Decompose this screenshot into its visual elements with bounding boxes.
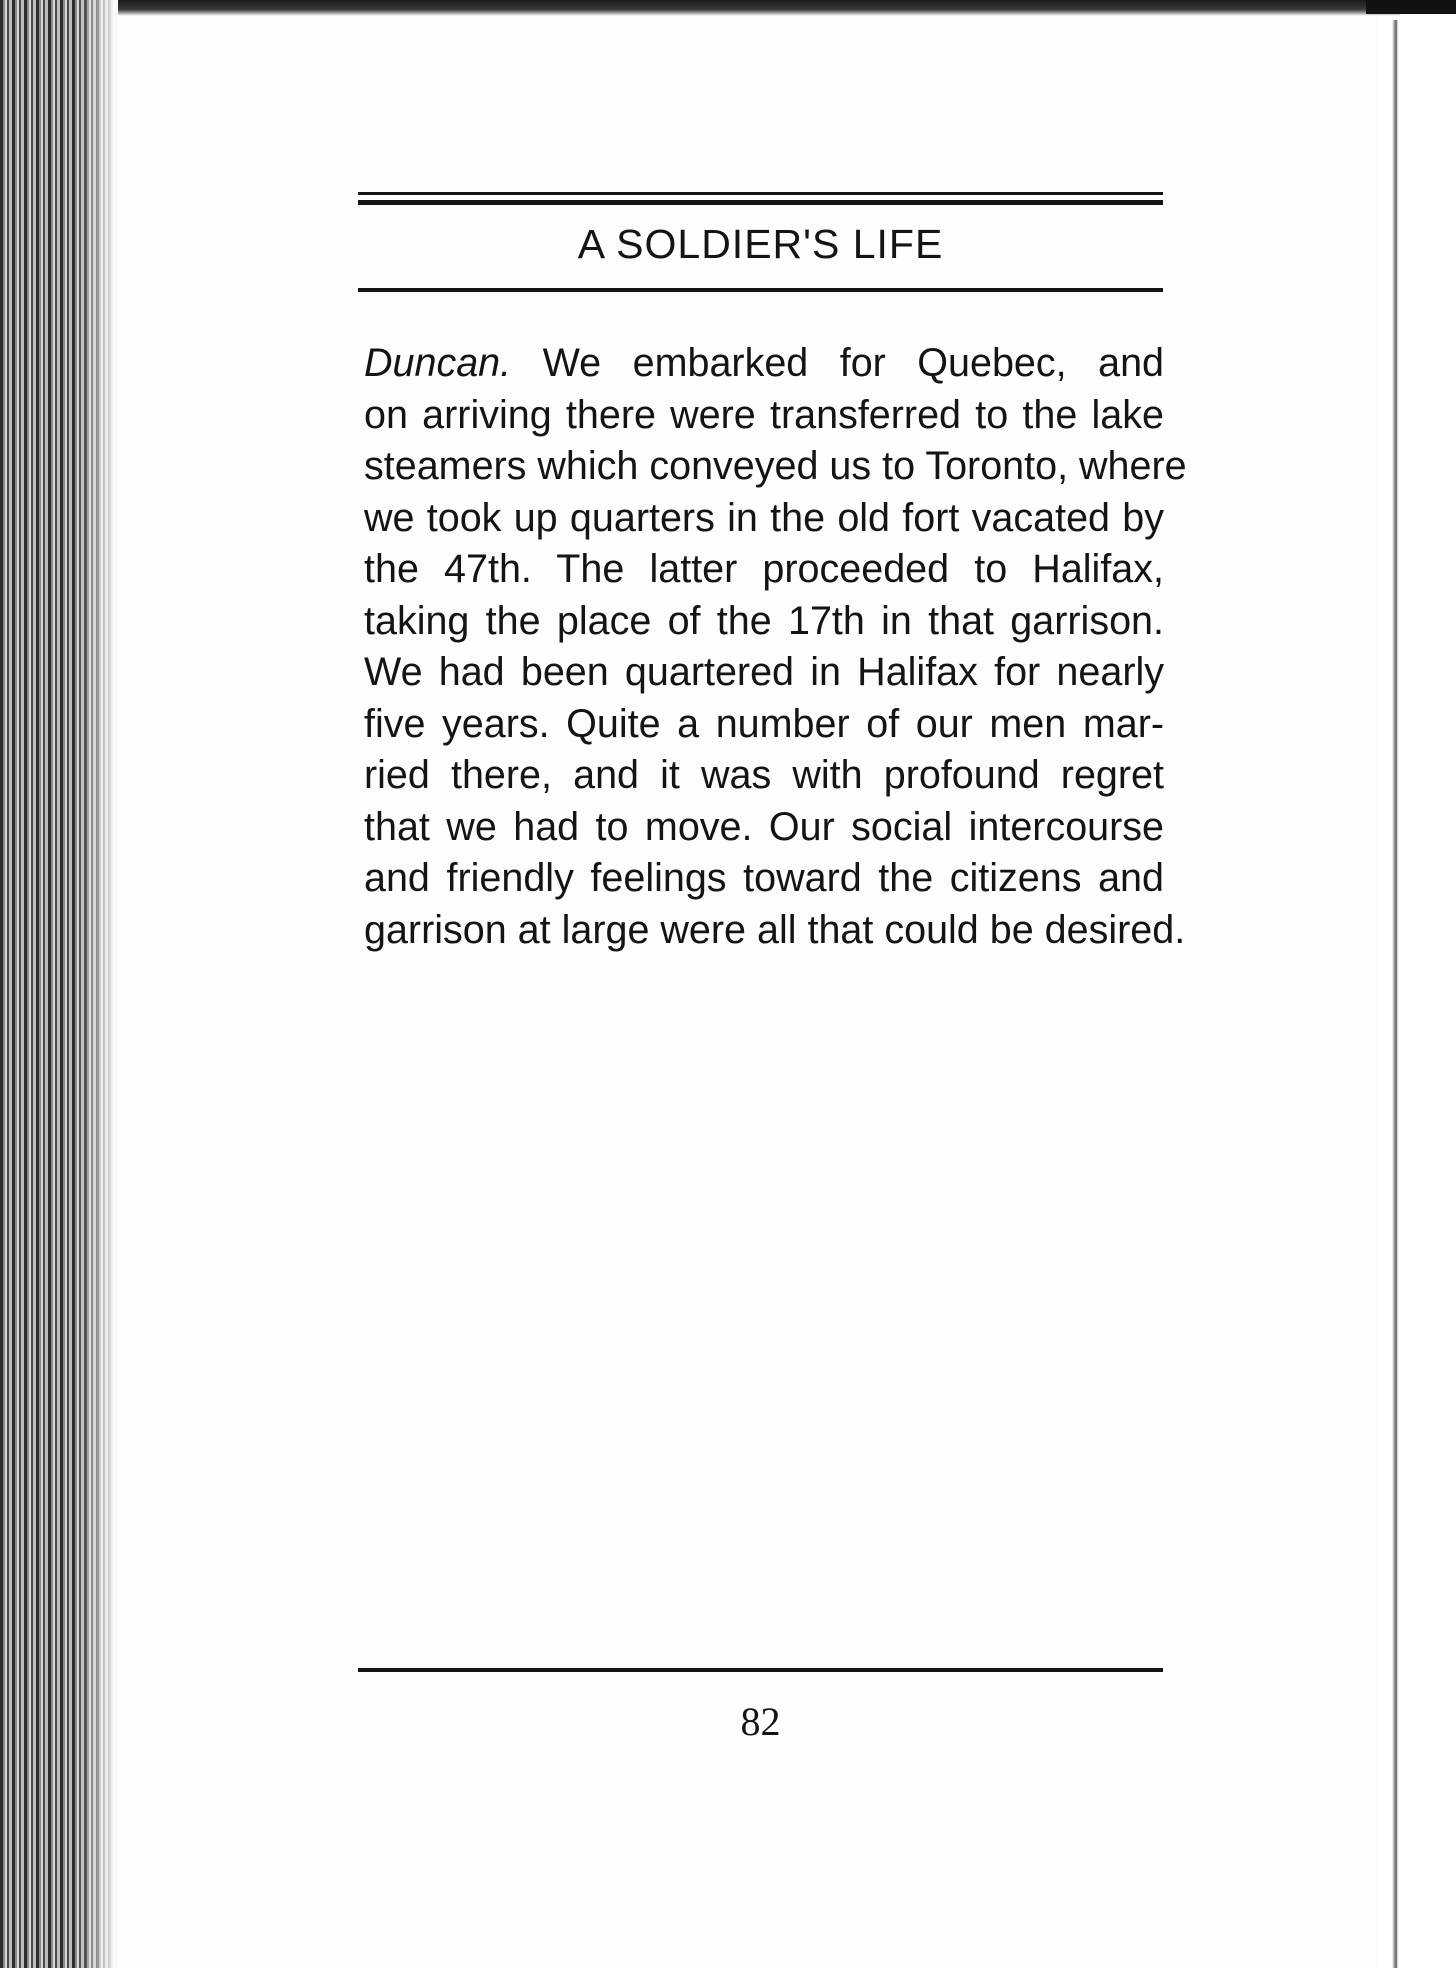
running-head: A SOLDIER'S LIFE	[577, 221, 944, 267]
header-rule-thin	[358, 192, 1163, 195]
text-line-2: on arriving there were transferred to the lake	[364, 392, 1164, 437]
top-right-scan-edge	[1366, 0, 1456, 14]
footer-rule	[358, 1668, 1163, 1672]
text-line-11: and friendly feelings toward the citizens and	[364, 856, 1164, 900]
text-line-4: we took up quarters in the old fort vacated by	[364, 495, 1164, 540]
text-line-10: that we had to move. Our social intercourse	[364, 804, 1164, 849]
text-line-3: steamers which conveyed us to Toronto, where	[364, 444, 1187, 488]
header-rule-bottom	[358, 288, 1163, 292]
text-line-5: the 47th. The latter proceeded to Halifax,	[364, 547, 1164, 591]
page-number: 82	[740, 1699, 781, 1744]
text-line-7: We had been quartered in Halifax for nearly	[364, 650, 1164, 694]
lead-italic-word: Duncan.	[364, 341, 512, 385]
top-scan-edge	[0, 0, 1400, 16]
printed-page	[118, 16, 1378, 1968]
text-line-1	[364, 338, 1164, 390]
text-line-9: ried there, and it was with profound regret	[364, 753, 1164, 797]
header-rule-thick	[358, 200, 1163, 205]
text-line-6: taking the place of the 17th in that garrison.	[364, 598, 1164, 643]
right-page-edge-shadow	[1392, 20, 1398, 1968]
text-line-8: five years. Quite a number of our men mar-	[364, 701, 1164, 746]
text-line-1-rest: We embarked for Quebec, and	[542, 341, 1164, 385]
text-line-12: garrison at large were all that could be desired.	[364, 907, 1186, 952]
book-page-stack-edge	[0, 0, 118, 1968]
body-paragraph	[364, 338, 1187, 956]
